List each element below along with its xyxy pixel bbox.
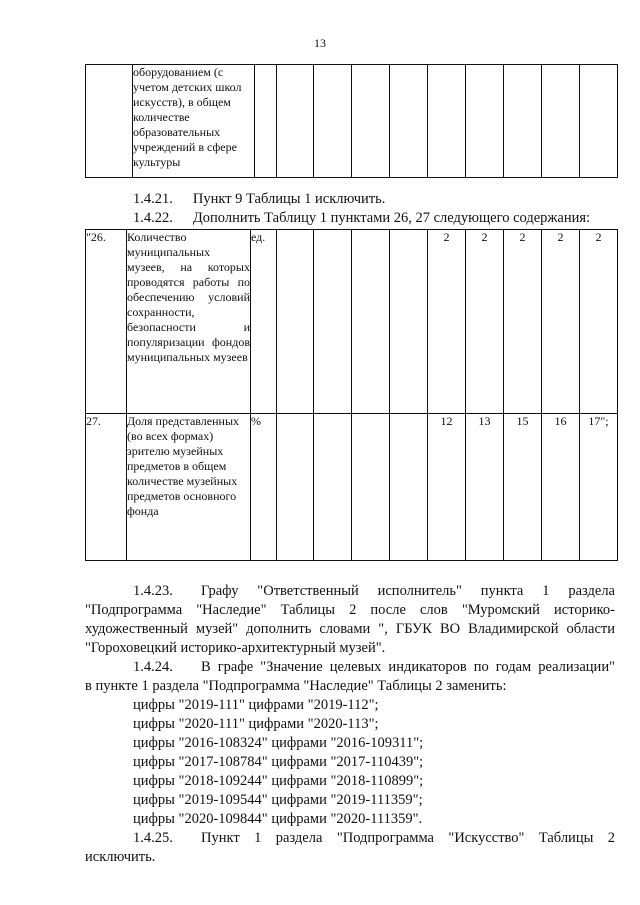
table-cell bbox=[428, 65, 466, 178]
table-cell bbox=[466, 65, 504, 178]
item-number: 1.4.21. bbox=[133, 191, 173, 207]
replacement-line: цифры "2020-109844" цифрами "2020-111359". bbox=[133, 811, 423, 827]
replacement-line: цифры "2016-108324" цифрами "2016-109311"; bbox=[133, 735, 424, 751]
item-text: Пункт 9 Таблицы 1 исключить. bbox=[192, 191, 386, 207]
table-row bbox=[86, 414, 618, 561]
table-cell bbox=[86, 65, 133, 178]
row-value bbox=[390, 414, 428, 561]
table-cell-description: оборудованием (с учетом детских школ искусств), в общем количестве образовательных учреждений в сфере культуры bbox=[133, 65, 255, 178]
row-value: 17"; bbox=[580, 414, 618, 561]
row-value: 13 bbox=[466, 414, 504, 561]
row-value: 12 bbox=[428, 414, 466, 561]
replacement-line: цифры "2019-111" цифрами "2019-112"; bbox=[133, 697, 379, 713]
item-number: 1.4.22. bbox=[133, 210, 173, 226]
table-continuation bbox=[85, 64, 618, 178]
table-cell bbox=[352, 65, 390, 178]
para-1-4-25-line-2: исключить. bbox=[85, 849, 156, 865]
row-number: "26. bbox=[86, 230, 127, 414]
row-value: 16 bbox=[542, 414, 580, 561]
table-cell bbox=[580, 65, 618, 178]
row-description: Доля представленных (во всех формах) зрителю музейных предметов в общем количестве музейных предметов основного фонда bbox=[127, 414, 251, 561]
replacement-line: цифры "2018-109244" цифрами "2018-110899"; bbox=[133, 773, 424, 789]
item-text: Дополнить Таблицу 1 пунктами 26, 27 следующего содержания: bbox=[192, 210, 591, 226]
item-number: 1.4.24. bbox=[133, 659, 173, 675]
row-value: 2 bbox=[504, 230, 542, 414]
item-number: 1.4.23. bbox=[133, 583, 173, 599]
row-value: 15 bbox=[504, 414, 542, 561]
row-value: 2 bbox=[466, 230, 504, 414]
para-1-4-25-line-1 bbox=[133, 830, 615, 847]
row-value: 2 bbox=[542, 230, 580, 414]
table-cell bbox=[277, 65, 314, 178]
row-value bbox=[314, 414, 352, 561]
row-value: 2 bbox=[428, 230, 466, 414]
page-number: 13 bbox=[314, 36, 326, 50]
table-cell bbox=[314, 65, 352, 178]
row-unit: % bbox=[251, 414, 277, 561]
row-value bbox=[352, 414, 390, 561]
para-1-4-23-line-1 bbox=[133, 583, 615, 600]
table-cell bbox=[390, 65, 428, 178]
para-text: Графу "Ответственный исполнитель" пункта 1 раздела bbox=[201, 583, 615, 599]
row-value: 2 bbox=[580, 230, 618, 414]
item-1-4-21 bbox=[133, 191, 385, 208]
table-cell bbox=[255, 65, 277, 178]
item-1-4-22 bbox=[133, 210, 590, 227]
para-1-4-23-line-4: "Гороховецкий историко-архитектурный музей". bbox=[85, 640, 386, 656]
item-number: 1.4.25. bbox=[133, 830, 173, 846]
row-value bbox=[390, 230, 428, 414]
para-text: В графе "Значение целевых индикаторов по годам реализации" bbox=[201, 659, 615, 675]
row-number: 27. bbox=[86, 414, 127, 561]
row-value bbox=[277, 414, 314, 561]
row-value bbox=[314, 230, 352, 414]
replacement-line: цифры "2017-108784" цифрами "2017-110439"; bbox=[133, 754, 424, 770]
para-1-4-23-line-2: "Подпрограмма "Наследие" Таблицы 2 после слов "Муромский историко- bbox=[85, 602, 615, 618]
table-row bbox=[86, 230, 618, 414]
row-unit: ед. bbox=[251, 230, 277, 414]
row-value bbox=[352, 230, 390, 414]
table-cell bbox=[504, 65, 542, 178]
replacement-line: цифры "2020-111" цифрами "2020-113"; bbox=[133, 716, 379, 732]
table-cell bbox=[542, 65, 580, 178]
para-1-4-23-line-3: художественный музей" дополнить словами ", ГБУК ВО Владимирской области bbox=[85, 621, 615, 637]
replacement-line: цифры "2019-109544" цифрами "2019-111359"; bbox=[133, 792, 423, 808]
para-1-4-24-line-1 bbox=[133, 659, 615, 676]
table-new-rows bbox=[85, 229, 618, 561]
para-text: Пункт 1 раздела "Подпрограмма "Искусство" Таблицы 2 bbox=[201, 830, 615, 846]
row-description: Количество муниципальных музеев, на которых проводятся работы по обеспечению условий сохранности, безопасности и популяризации фондов муниципальных музеев bbox=[127, 230, 251, 414]
row-value bbox=[277, 230, 314, 414]
para-1-4-24-line-2: в пункте 1 раздела "Подпрограмма "Наследие" Таблицы 2 заменить: bbox=[85, 678, 507, 694]
